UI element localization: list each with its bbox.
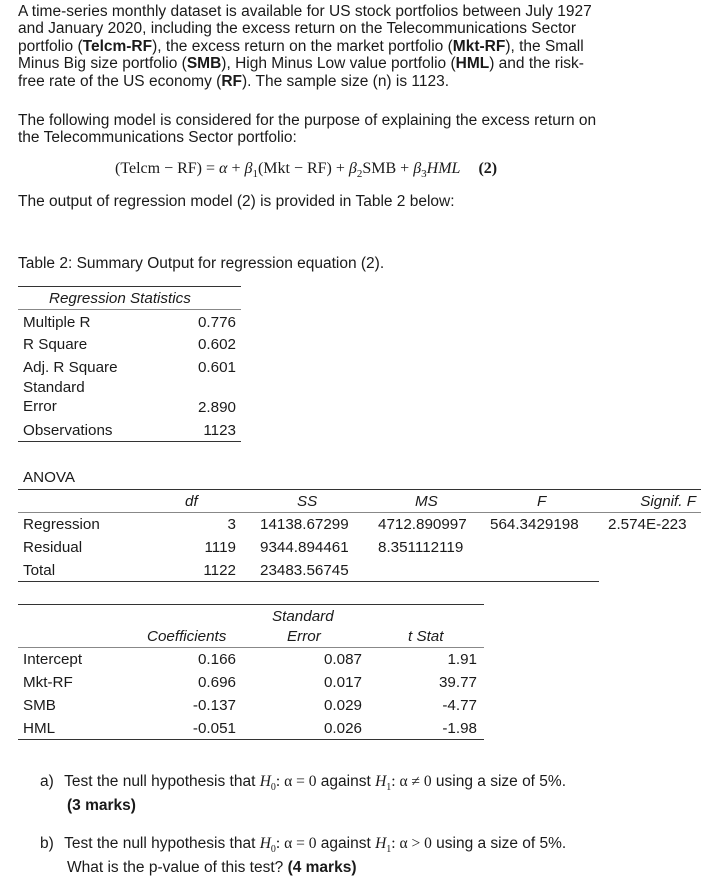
coef-tstat: 39.77 <box>438 674 477 691</box>
stat-value: 0.776 <box>197 314 236 331</box>
term-smb: SMB <box>186 55 222 73</box>
anova-f: 564.3429198 <box>490 516 579 533</box>
stat-value: 2.890 <box>197 399 236 416</box>
regression-statistics-title: Regression Statistics <box>49 290 191 307</box>
coef-value: 0.166 <box>197 651 236 668</box>
question-a: a) Test the null hypothesis that $H_0$: α = 0 against $H_1$: α ≠ 0 using a size of 5%. (3 marks) <box>40 773 700 814</box>
anova-header-signif-f: Signif. F <box>640 493 696 510</box>
coef-value: -0.051 <box>192 720 236 737</box>
coef-value: 0.696 <box>197 674 236 691</box>
term-rf: RF <box>221 72 242 90</box>
coef-se: 0.029 <box>323 697 362 714</box>
intro-paragraph <box>18 3 708 90</box>
coef-header-error: Error <box>287 628 321 645</box>
output-sentence: The output of regression model (2) is provided in Table 2 below: <box>18 193 455 210</box>
stat-label: Adj. R Square <box>23 359 118 376</box>
coef-row-label: Intercept <box>23 651 83 668</box>
rule <box>18 647 484 648</box>
anova-ms: 4712.890997 <box>378 516 467 533</box>
anova-header-ms: MS <box>415 493 438 510</box>
coef-tstat: -4.77 <box>442 697 477 714</box>
table-caption: Table 2: Summary Output for regression equation (2). <box>18 255 385 272</box>
stat-label: Observations <box>23 422 113 439</box>
question-b-marks: (4 marks) <box>287 858 357 876</box>
rule <box>18 309 241 310</box>
rule <box>18 489 701 490</box>
term-telcm-rf: Telcm-RF <box>82 37 153 55</box>
anova-ss: 9344.894461 <box>260 539 349 556</box>
anova-header-ss: SS <box>297 493 318 510</box>
equation-number: (2) <box>478 160 498 177</box>
rule <box>18 604 484 605</box>
anova-df: 3 <box>227 516 236 533</box>
question-b-line2: What is the p-value of this test? (4 marks) <box>67 858 357 876</box>
rule <box>18 512 701 513</box>
stat-label: R Square <box>23 336 88 353</box>
anova-header-df: df <box>185 493 198 510</box>
intro-line: free rate of the US economy (RF). The sample size (n) is 1123. <box>18 72 450 90</box>
stat-label: Multiple R <box>23 314 91 331</box>
rule <box>18 739 484 740</box>
coef-header-standard: Standard <box>272 608 334 625</box>
anova-row-label: Residual <box>23 539 83 556</box>
anova-df: 1122 <box>203 562 236 579</box>
stat-label: Standard <box>23 379 85 396</box>
anova-ss: 23483.56745 <box>260 562 349 579</box>
coef-row-label: HML <box>23 720 56 737</box>
stat-value: 1123 <box>203 422 236 439</box>
intro-line: A time-series monthly dataset is available for US stock portfolios between July 1927 <box>18 3 592 20</box>
coef-header-coefficients: Coefficients <box>147 628 227 645</box>
intro-line: and January 2020, including the excess return on the Telecommunications Sector <box>18 20 577 38</box>
coef-se: 0.026 <box>323 720 362 737</box>
anova-df: 1119 <box>204 539 236 556</box>
anova-title: ANOVA <box>23 469 76 486</box>
anova-signif-f: 2.574E-223 <box>608 516 687 533</box>
term-hml: HML <box>455 55 490 73</box>
coef-tstat: -1.98 <box>442 720 477 737</box>
anova-ms: 8.351112119 <box>378 539 464 556</box>
coef-value: -0.137 <box>192 697 236 714</box>
question-a-prefix: a) <box>40 773 54 790</box>
coef-tstat: 1.91 <box>447 651 477 668</box>
intro-line: Minus Big size portfolio (SMB), High Minus Low value portfolio (HML) and the risk- <box>18 55 584 73</box>
rule <box>18 581 599 582</box>
intro-line: portfolio (Telcm-RF), the excess return on the market portfolio (Mkt-RF), the Small <box>18 37 584 55</box>
model-intro: The following model is considered for the purpose of explaining the excess return on the Telecommunications Sector portfolio: <box>18 112 597 147</box>
coef-se: 0.087 <box>323 651 362 668</box>
question-b-prefix: b) <box>40 835 54 852</box>
coef-se: 0.017 <box>323 674 362 691</box>
coef-header-tstat: t Stat <box>408 628 444 645</box>
stat-label: Error <box>23 398 57 415</box>
anova-row-label: Regression <box>23 516 100 533</box>
rule <box>18 441 241 442</box>
question-a-marks: (3 marks) <box>67 796 136 814</box>
anova-row-label: Total <box>23 562 56 579</box>
coef-row-label: Mkt-RF <box>23 674 73 691</box>
stat-value: 0.601 <box>197 359 236 376</box>
question-b: b) Test the null hypothesis that $H_0$: α = 0 against $H_1$: α > 0 using a size of 5%. What is the p-value of this test? (4 marks) <box>40 835 700 876</box>
term-mkt-rf: Mkt-RF <box>452 37 506 55</box>
anova-header-f: F <box>537 493 547 510</box>
rule <box>18 286 241 287</box>
regression-equation: (Telcm − $RF) = \alpha + \beta_1(Mkt - RF) + \beta_2SMB + \beta_3HML$ (2) <box>115 160 498 181</box>
stat-value: 0.602 <box>197 336 236 353</box>
coef-row-label: SMB <box>23 697 56 714</box>
anova-ss: 14138.67299 <box>260 516 349 533</box>
